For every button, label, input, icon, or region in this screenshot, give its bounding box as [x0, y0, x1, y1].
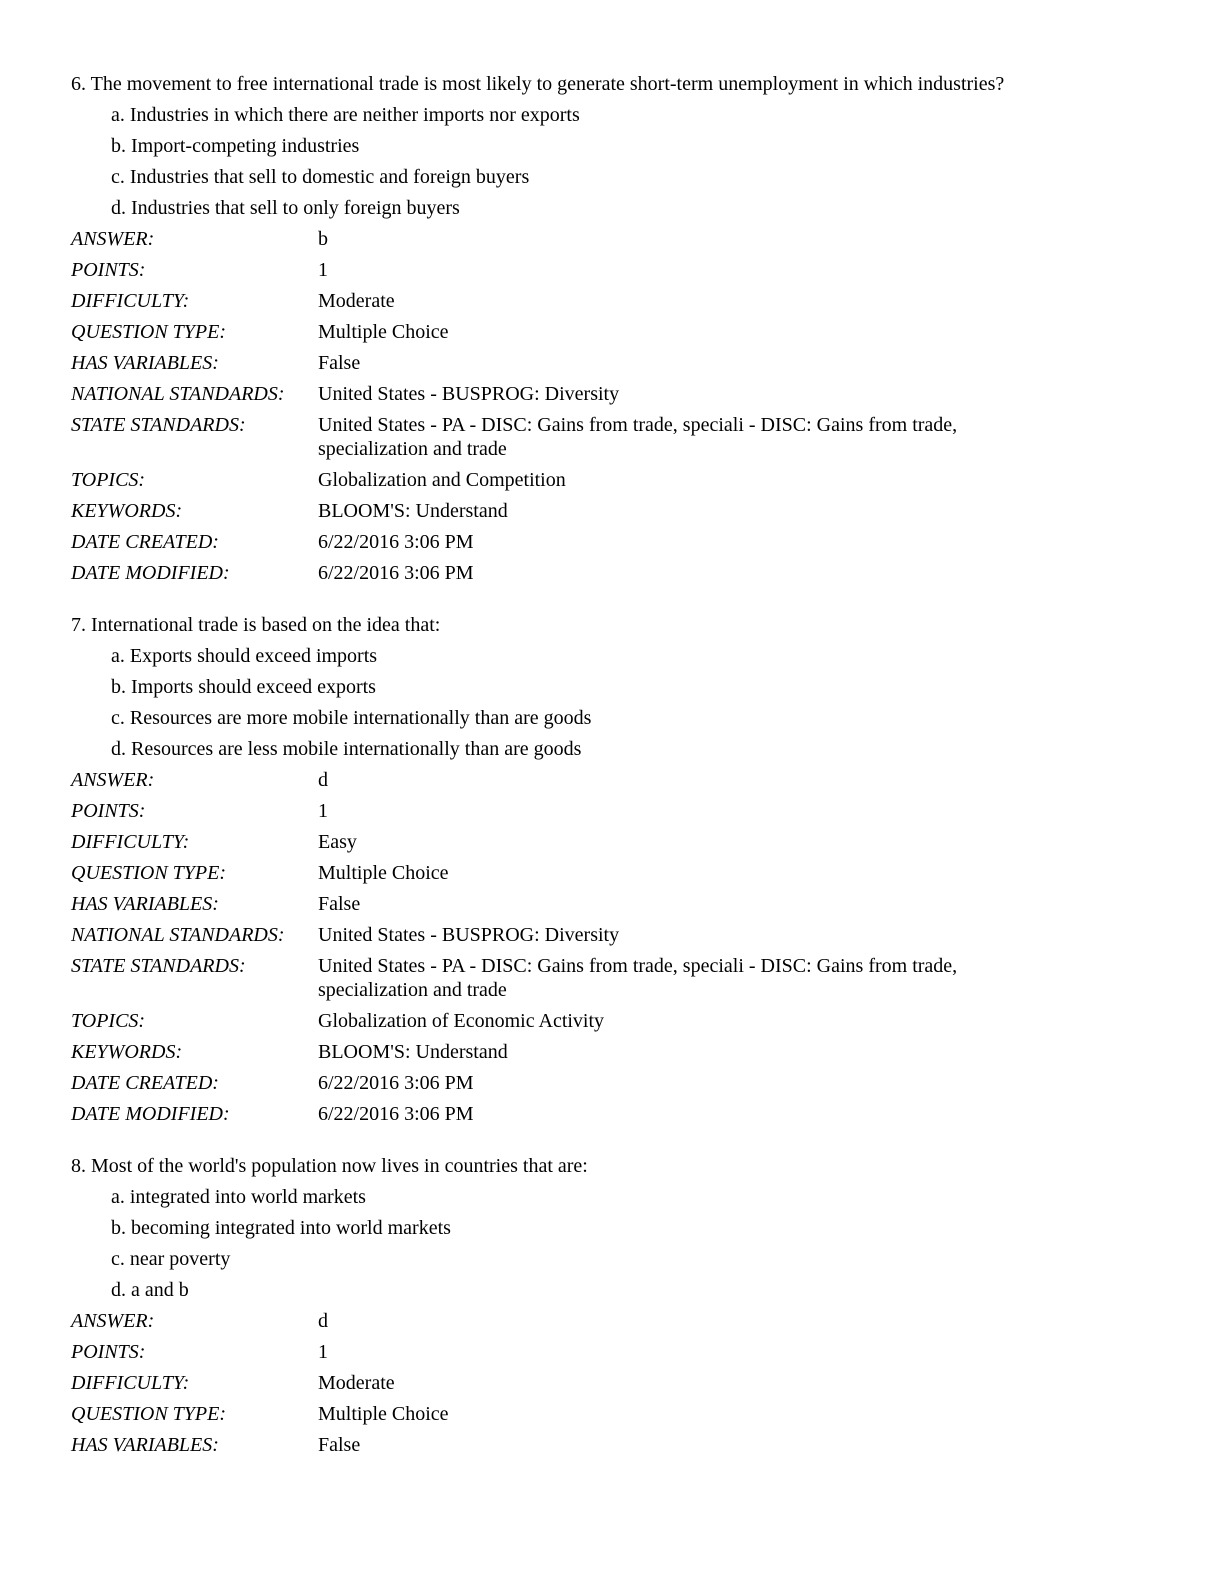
meta-row-has-variables [71, 892, 1171, 923]
meta-value: United States - PA - DISC: Gains from trade, speciali - DISC: Gains from trade, specialization and trade [318, 414, 958, 460]
meta-row-answer [71, 227, 1171, 258]
meta-value: United States - PA - DISC: Gains from trade, speciali - DISC: Gains from trade, specialization and trade [318, 955, 958, 1001]
meta-row-date-modified [71, 1102, 1171, 1133]
meta-value: b [318, 228, 328, 250]
meta-label: DATE MODIFIED: [71, 562, 230, 584]
meta-value: False [318, 352, 361, 374]
meta-label: DIFFICULTY: [71, 831, 190, 853]
answer-option: a. Industries in which there are neither imports nor exports [111, 104, 580, 126]
meta-label: TOPICS: [71, 469, 146, 491]
meta-value: Multiple Choice [318, 321, 449, 343]
answer-option: c. Industries that sell to domestic and foreign buyers [111, 166, 530, 188]
meta-value: Easy [318, 831, 357, 853]
meta-value: 1 [318, 800, 328, 822]
meta-value: 6/22/2016 3:06 PM [318, 562, 474, 584]
answer-option: d. a and b [111, 1279, 189, 1301]
meta-label: QUESTION TYPE: [71, 862, 227, 884]
meta-label: DATE CREATED: [71, 1072, 219, 1094]
meta-value: United States - BUSPROG: Diversity [318, 383, 620, 405]
meta-row-topics [71, 468, 1171, 499]
meta-label: ANSWER: [71, 769, 155, 791]
meta-row-date-modified [71, 561, 1171, 592]
meta-row-date-created [71, 1071, 1171, 1102]
meta-value: Globalization of Economic Activity [318, 1010, 605, 1032]
meta-row-points [71, 258, 1171, 289]
meta-label: QUESTION TYPE: [71, 1403, 227, 1425]
answer-option: c. near poverty [111, 1248, 231, 1270]
meta-row-date-created [71, 530, 1171, 561]
meta-row-question-type [71, 1402, 1171, 1433]
meta-value: Moderate [318, 290, 395, 312]
meta-label: POINTS: [71, 259, 146, 281]
meta-label: DIFFICULTY: [71, 1372, 190, 1394]
meta-row-difficulty [71, 289, 1171, 320]
meta-value: Moderate [318, 1372, 395, 1394]
meta-value: 6/22/2016 3:06 PM [318, 1072, 474, 1094]
question-metadata [71, 1309, 1171, 1464]
meta-row-difficulty [71, 830, 1171, 861]
meta-label: HAS VARIABLES: [71, 352, 219, 374]
meta-value: Multiple Choice [318, 1403, 449, 1425]
answer-option: a. Exports should exceed imports [111, 645, 378, 667]
meta-label: HAS VARIABLES: [71, 893, 219, 915]
question-stem: 8. Most of the world's population now lives in countries that are: [71, 1155, 588, 1177]
meta-label: KEYWORDS: [71, 500, 183, 522]
meta-value: False [318, 1434, 361, 1456]
answer-option: d. Resources are less mobile internationally than are goods [111, 738, 582, 760]
answer-option: c. Resources are more mobile internationally than are goods [111, 707, 592, 729]
meta-value: d [318, 1310, 328, 1332]
meta-value: Globalization and Competition [318, 469, 566, 491]
meta-label: NATIONAL STANDARDS: [71, 383, 285, 405]
meta-label: DATE MODIFIED: [71, 1103, 230, 1125]
meta-label: ANSWER: [71, 1310, 155, 1332]
meta-row-national-standards [71, 923, 1171, 954]
meta-value: United States - BUSPROG: Diversity [318, 924, 620, 946]
meta-row-keywords [71, 499, 1171, 530]
meta-label: QUESTION TYPE: [71, 321, 227, 343]
meta-value: d [318, 769, 328, 791]
meta-row-difficulty [71, 1371, 1171, 1402]
answer-options [71, 1185, 1171, 1309]
answer-option: b. Imports should exceed exports [111, 676, 376, 698]
meta-value: Multiple Choice [318, 862, 449, 884]
meta-value: BLOOM'S: Understand [318, 500, 508, 522]
answer-option: b. Import-competing industries [111, 135, 360, 157]
meta-row-answer [71, 1309, 1171, 1340]
meta-label: STATE STANDARDS: [71, 414, 246, 436]
answer-options [71, 644, 1171, 768]
meta-value: 6/22/2016 3:06 PM [318, 531, 474, 553]
answer-option: b. becoming integrated into world markets [111, 1217, 451, 1239]
meta-label: ANSWER: [71, 228, 155, 250]
question-block [71, 613, 1171, 1133]
answer-option: a. integrated into world markets [111, 1186, 366, 1208]
meta-row-question-type [71, 320, 1171, 351]
meta-row-has-variables [71, 351, 1171, 382]
meta-label: POINTS: [71, 800, 146, 822]
meta-value: 1 [318, 1341, 328, 1363]
meta-row-question-type [71, 861, 1171, 892]
meta-row-state-standards [71, 954, 1171, 1009]
meta-value: 6/22/2016 3:06 PM [318, 1103, 474, 1125]
meta-label: HAS VARIABLES: [71, 1434, 219, 1456]
question-block [71, 1154, 1171, 1464]
meta-value: 1 [318, 259, 328, 281]
meta-row-points [71, 799, 1171, 830]
meta-value: BLOOM'S: Understand [318, 1041, 508, 1063]
answer-options [71, 103, 1171, 227]
meta-row-national-standards [71, 382, 1171, 413]
meta-row-points [71, 1340, 1171, 1371]
meta-row-state-standards [71, 413, 1171, 468]
meta-label: POINTS: [71, 1341, 146, 1363]
question-block [71, 72, 1171, 592]
meta-label: DIFFICULTY: [71, 290, 190, 312]
meta-label: DATE CREATED: [71, 531, 219, 553]
meta-label: STATE STANDARDS: [71, 955, 246, 977]
question-metadata [71, 768, 1171, 1133]
meta-label: NATIONAL STANDARDS: [71, 924, 285, 946]
meta-row-has-variables [71, 1433, 1171, 1464]
meta-row-answer [71, 768, 1171, 799]
meta-label: TOPICS: [71, 1010, 146, 1032]
question-metadata [71, 227, 1171, 592]
meta-row-topics [71, 1009, 1171, 1040]
meta-value: False [318, 893, 361, 915]
answer-option: d. Industries that sell to only foreign buyers [111, 197, 460, 219]
question-stem: 6. The movement to free international trade is most likely to generate short-term unemployment in which industries? [71, 73, 1005, 95]
meta-row-keywords [71, 1040, 1171, 1071]
question-stem: 7. International trade is based on the idea that: [71, 614, 441, 636]
meta-label: KEYWORDS: [71, 1041, 183, 1063]
